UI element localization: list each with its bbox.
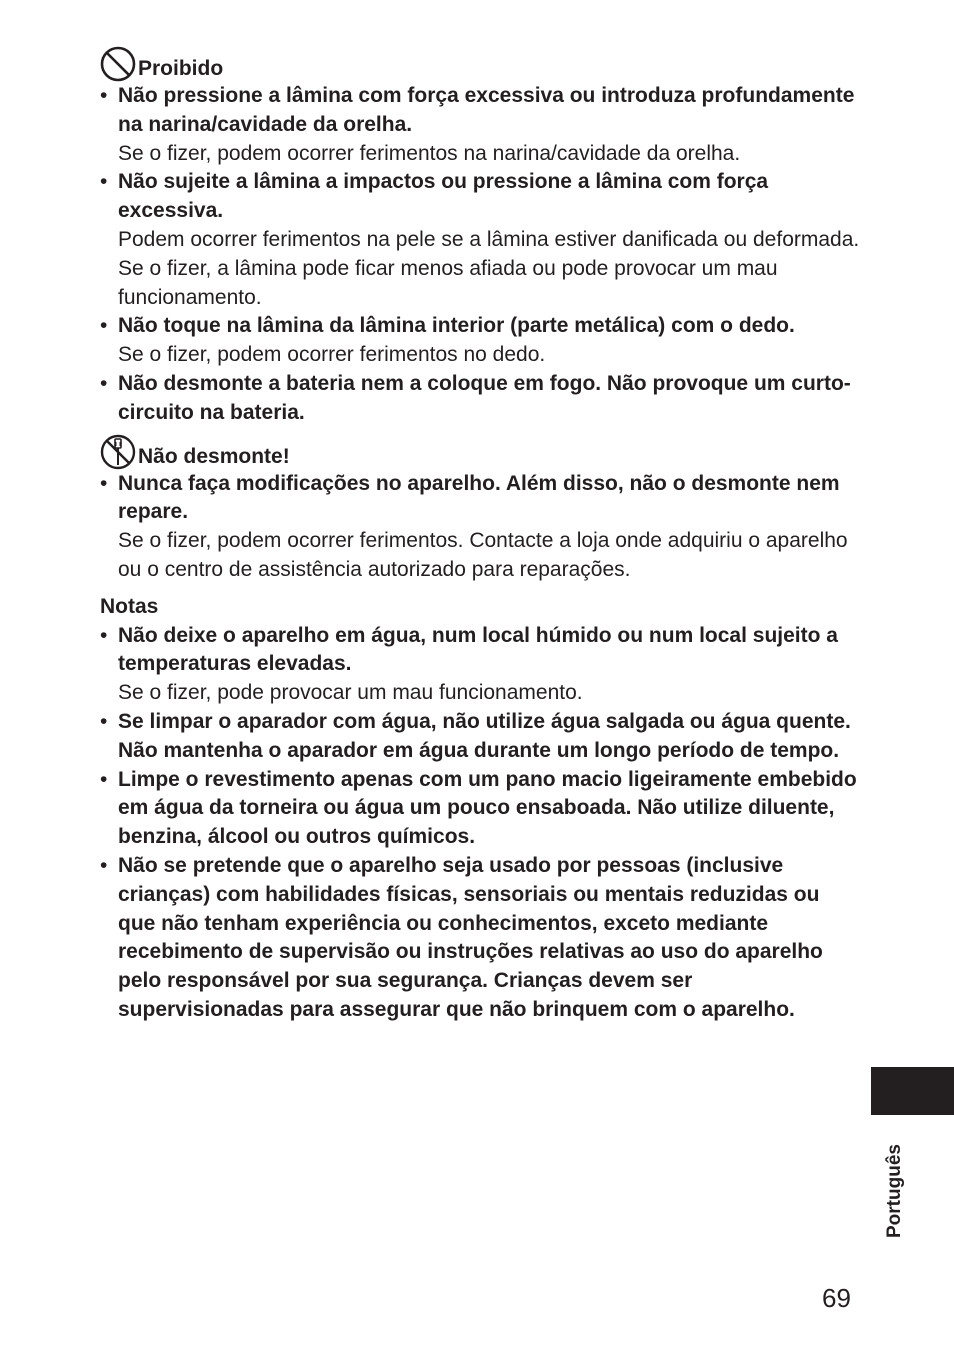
prohibited-icon bbox=[100, 46, 136, 82]
prohibited-list bbox=[100, 82, 860, 428]
prohibited-explanation-text: Se o fizer, a lâmina pode ficar menos afiada ou pode provocar um mau funcionamento. bbox=[118, 256, 778, 309]
notes-warning-text: Limpe o revestimento apenas com um pano macio ligeiramente embebido em água da torneira ou água um pouco ensaboada. Não utilize diluente, benzina, álcool ou outros químicos. bbox=[118, 767, 857, 849]
prohibited-heading bbox=[100, 40, 860, 82]
page-number: 69 bbox=[822, 1283, 851, 1313]
disassemble-warning-text: Nunca faça modificações no aparelho. Além disso, não o desmonte nem repare. bbox=[118, 471, 840, 524]
prohibited-explanation-text: Se o fizer, podem ocorrer ferimentos na narina/cavidade da orelha. bbox=[118, 141, 741, 165]
notes-explanation-text: Se o fizer, pode provocar um mau funcionamento. bbox=[118, 681, 583, 705]
bullet: • bbox=[100, 84, 108, 107]
list-item bbox=[100, 370, 860, 428]
bullet: • bbox=[100, 170, 108, 194]
list-item bbox=[100, 852, 860, 1025]
prohibited-warning-text: Não toque na lâmina da lâmina interior (parte metálica) com o dedo. bbox=[118, 314, 795, 338]
bullet: • bbox=[100, 853, 108, 877]
prohibited-warning-text: Não pressione a lâmina com força excessiva ou introduza profundamente na narina/cavidade da orelha. bbox=[118, 84, 855, 136]
prohibited-explanation-text: Podem ocorrer ferimentos na pele se a lâmina estiver danificada ou deformada. bbox=[118, 227, 860, 251]
list-item bbox=[100, 168, 860, 312]
page-content bbox=[100, 40, 860, 1025]
notes-heading: Notas bbox=[100, 594, 159, 618]
prohibited-label: Proibido bbox=[138, 57, 224, 80]
notes-warning-text: Se limpar o aparador com água, não utilize água salgada ou água quente. Não mantenha o aparador em água durante um longo período de tempo. bbox=[118, 709, 851, 762]
prohibited-explanation-text: Se o fizer, podem ocorrer ferimentos no dedo. bbox=[118, 343, 546, 367]
no-disassembly-list bbox=[100, 470, 860, 585]
list-item bbox=[100, 708, 860, 766]
list-item bbox=[100, 470, 860, 585]
list-item bbox=[100, 312, 860, 370]
notes-list bbox=[100, 622, 860, 1025]
prohibited-warning-text: Não sujeite a lâmina a impactos ou pressione a lâmina com força excessiva. bbox=[118, 170, 769, 223]
bullet: • bbox=[100, 314, 108, 338]
bullet: • bbox=[100, 471, 108, 495]
language-label: Português bbox=[884, 1144, 905, 1238]
notes-warning-text: Não se pretende que o aparelho seja usado por pessoas (inclusive crianças) com habilidades físicas, sensoriais ou mentais reduzidas ou que não tenham experiência ou conhecimentos, exceto mediante recebimento de supervisão ou instruções relativas ao uso do aparelho pelo responsável por sua segurança. Crianças devem ser supervisionadas para assegurar que não brinquem com o aparelho. bbox=[118, 853, 823, 1021]
no-disassembly-heading bbox=[100, 430, 860, 470]
bullet: • bbox=[100, 623, 108, 647]
list-item bbox=[100, 766, 860, 852]
list-item bbox=[100, 622, 860, 708]
no-disassembly-icon bbox=[100, 434, 136, 470]
bullet: • bbox=[100, 709, 108, 733]
bullet: • bbox=[100, 371, 108, 395]
notes-warning-text: Não deixe o aparelho em água, num local húmido ou num local sujeito a temperaturas elevadas. bbox=[118, 623, 838, 676]
language-tab bbox=[871, 1067, 954, 1115]
list-item bbox=[100, 82, 860, 168]
bullet: • bbox=[100, 767, 108, 791]
no-disassembly-label: Não desmonte! bbox=[138, 444, 290, 468]
disassemble-explanation-text: Se o fizer, podem ocorrer ferimentos. Contacte a loja onde adquiriu o aparelho ou o centro de assistência autorizado para reparações. bbox=[118, 529, 848, 581]
prohibited-warning-text: Não desmonte a bateria nem a coloque em fogo. Não provoque um curto-circuito na bateria. bbox=[118, 371, 851, 424]
